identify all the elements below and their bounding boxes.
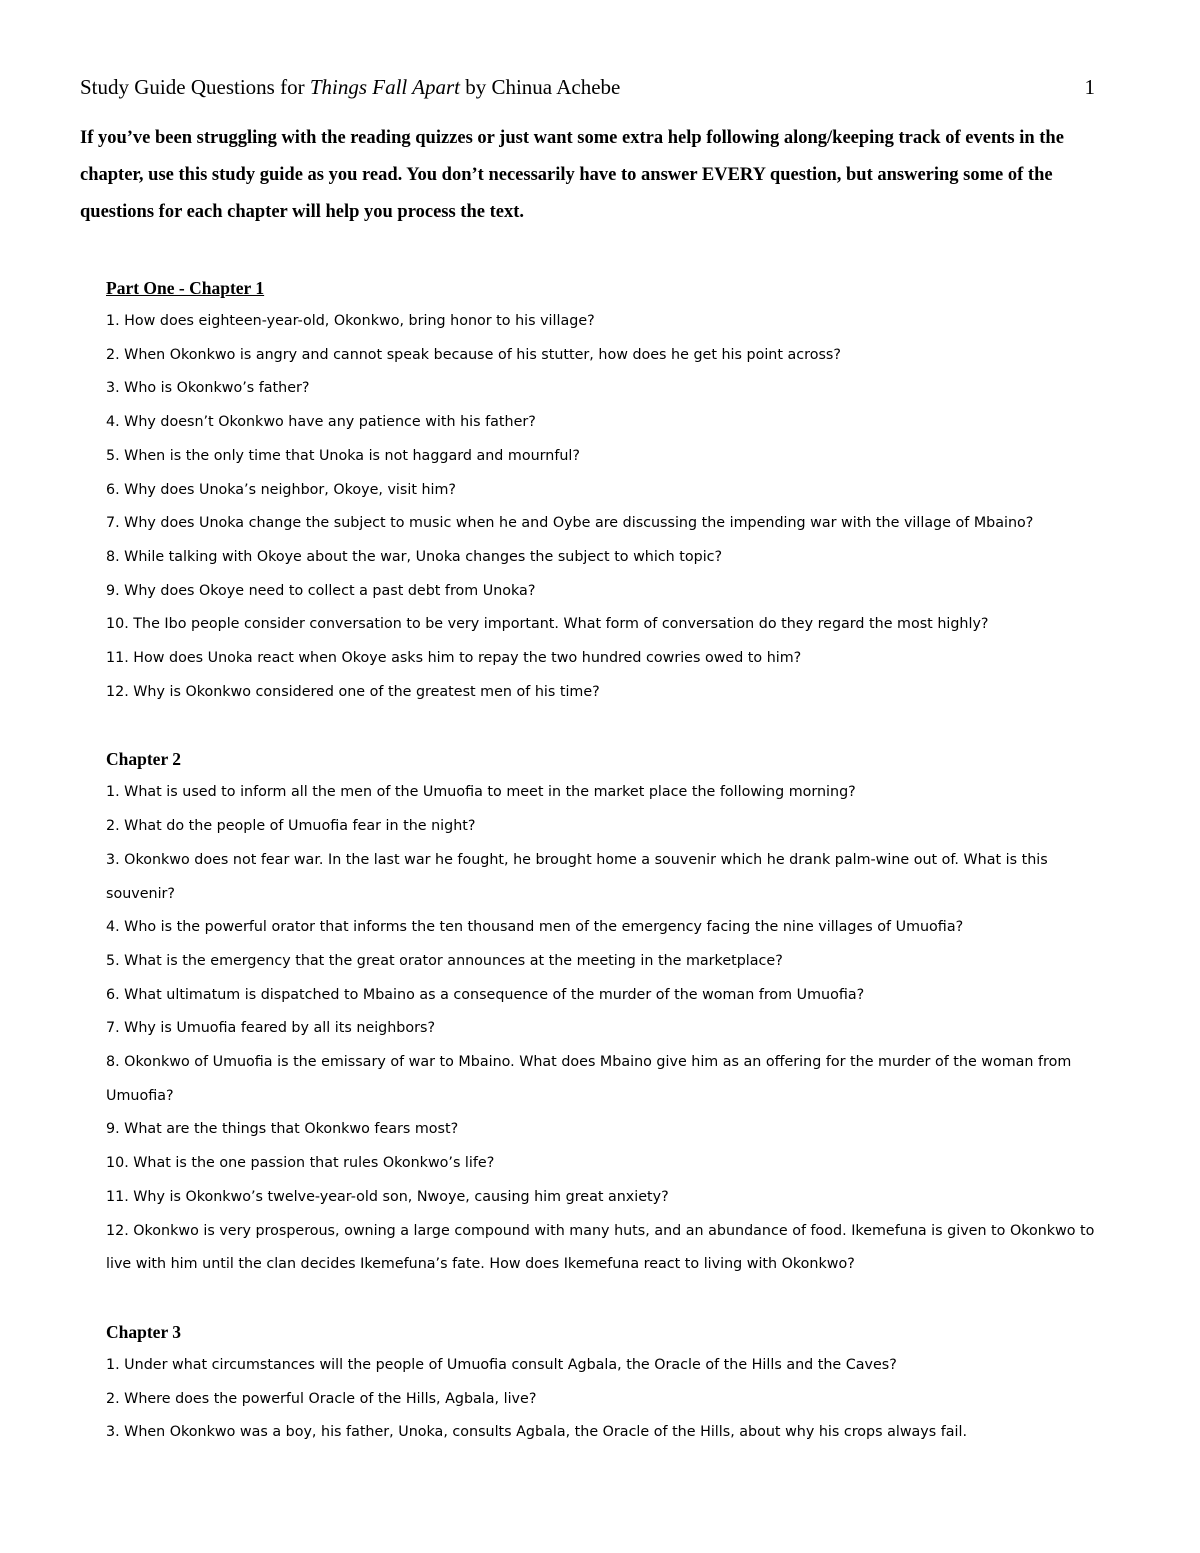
section-chapter-3 — [106, 1315, 1106, 1450]
title-suffix: by Chinua Achebe — [459, 75, 621, 99]
question: 3. Who is Okonkwo’s father? — [106, 380, 310, 397]
title-prefix: Study Guide Questions for — [80, 75, 310, 99]
question: 12. Okonkwo is very prosperous, owning a large compound with many huts, and an abundance of food. Ikemefuna is given to Okonkwo to live with him until the clan decides Ikemefuna’s fate. How does Ikemefuna react to living with Okonkwo? — [106, 1222, 1095, 1273]
question: 9. Why does Okoye need to collect a past debt from Unoka? — [106, 582, 536, 599]
section-chapter-2 — [106, 742, 1106, 1282]
intro-paragraph: If you’ve been struggling with the reading quizzes or just want some extra help following along/keeping track of events in the chapter, use this study guide as you read. You don’t necessarily have to answer EVERY question, but answering some of the questions for each chapter will help you process the text. — [80, 128, 1064, 222]
question: 5. When is the only time that Unoka is not haggard and mournful? — [106, 447, 580, 464]
question: 8. Okonkwo of Umuofia is the emissary of war to Mbaino. What does Mbaino give him as an offering for the murder of the woman from Umuofia? — [106, 1054, 1072, 1104]
question: 10. The Ibo people consider conversation to be very important. What form of conversation do they regard the most highly? — [106, 616, 989, 633]
question: 2. When Okonkwo is angry and cannot speak because of his stutter, how does he get his point across? — [106, 346, 841, 363]
question: 1. What is used to inform all the men of the Umuofia to meet in the market place the following morning? — [106, 784, 856, 801]
section-heading-text: Chapter 2 — [106, 749, 182, 770]
section-heading — [106, 271, 1106, 305]
question: 12. Why is Okonkwo considered one of the greatest men of his time? — [106, 683, 600, 700]
question: 6. Why does Unoka’s neighbor, Okoye, visit him? — [106, 481, 457, 498]
question-sections — [106, 271, 1106, 1450]
question: 2. What do the people of Umuofia fear in the night? — [106, 818, 476, 835]
question: 11. Why is Okonkwo’s twelve-year-old son, Nwoye, causing him great anxiety? — [106, 1188, 669, 1205]
section-heading-text: Part One - Chapter 1 — [106, 278, 265, 298]
question: 5. What is the emergency that the great orator announces at the meeting in the marketplace? — [106, 952, 783, 969]
section-chapter-1 — [106, 271, 1106, 709]
book-title: Things Fall Apart — [309, 75, 460, 99]
question: 6. What ultimatum is dispatched to Mbaino as a consequence of the murder of the woman from Umuofia? — [106, 986, 865, 1003]
question: 3. Okonkwo does not fear war. In the last war he fought, he brought home a souvenir which he drank palm-wine out of. What is this souvenir? — [106, 851, 1048, 902]
question: 1. Under what circumstances will the people of Umuofia consult Agbala, the Oracle of the Hills and the Caves? — [106, 1356, 897, 1373]
question: 4. Why doesn’t Okonkwo have any patience with his father? — [106, 414, 536, 431]
document-title — [80, 72, 620, 102]
question: 4. Who is the powerful orator that informs the ten thousand men of the emergency facing the nine villages of Umuofia? — [106, 919, 964, 936]
question: 11. How does Unoka react when Okoye asks him to repay the two hundred cowries owed to him? — [106, 650, 802, 667]
section-heading-text: Chapter 3 — [106, 1321, 182, 1342]
question: 2. Where does the powerful Oracle of the Hills, Agbala, live? — [106, 1390, 537, 1407]
question: 7. Why does Unoka change the subject to music when he and Oybe are discussing the impending war with the village of Mbaino? — [106, 515, 1034, 532]
question: 10. What is the one passion that rules Okonkwo’s life? — [106, 1155, 495, 1172]
question: 7. Why is Umuofia feared by all its neighbors? — [106, 1020, 436, 1037]
section-heading — [106, 1315, 1106, 1349]
question: 9. What are the things that Okonkwo fears most? — [106, 1121, 459, 1138]
question: 8. While talking with Okoye about the war, Unoka changes the subject to which topic? — [106, 548, 723, 565]
page-number: 1 — [1084, 75, 1095, 99]
question: 3. When Okonkwo was a boy, his father, Unoka, consults Agbala, the Oracle of the Hills, about why his crops always fail. — [106, 1424, 968, 1441]
question: 1. How does eighteen-year-old, Okonkwo, bring honor to his village? — [106, 313, 595, 329]
section-heading — [106, 742, 1106, 776]
page-header — [80, 72, 1095, 102]
